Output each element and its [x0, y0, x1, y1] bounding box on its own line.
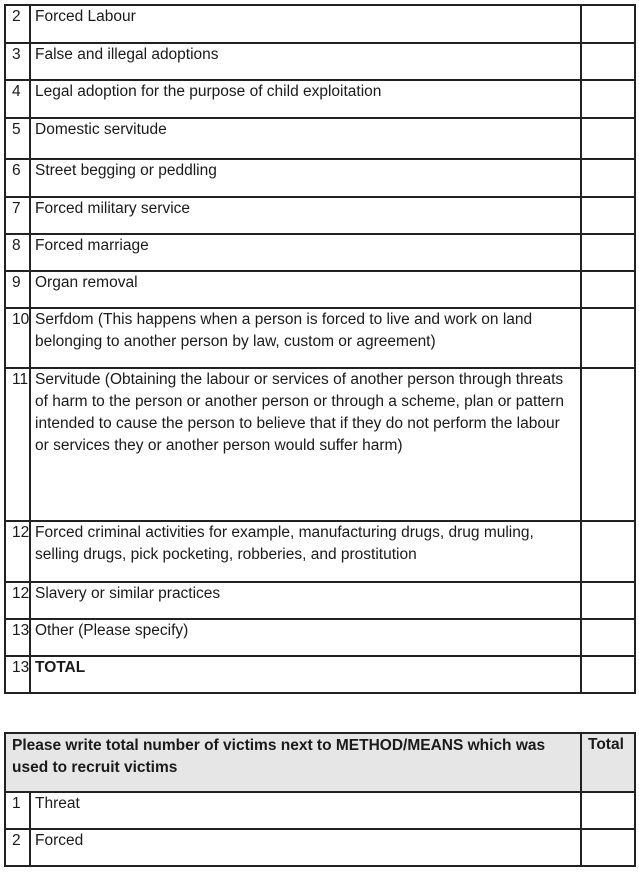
- table-row: [5, 80, 635, 118]
- row-label: Serfdom (This happens when a person is forced to live and work on land belonging to another person by law, custom or agreement): [30, 308, 581, 368]
- table-row: [5, 656, 635, 693]
- row-label: Forced: [30, 829, 581, 866]
- total-cell[interactable]: [581, 308, 635, 368]
- row-label: Domestic servitude: [30, 118, 581, 159]
- row-number: 9: [5, 271, 30, 308]
- table-row: [5, 159, 635, 197]
- row-number: 1: [5, 792, 30, 829]
- total-cell[interactable]: [581, 829, 635, 866]
- total-cell[interactable]: [581, 80, 635, 118]
- table-row: [5, 521, 635, 582]
- table-row: [5, 197, 635, 234]
- table-row: [5, 582, 635, 619]
- table-row: [5, 619, 635, 656]
- row-number: 5: [5, 118, 30, 159]
- row-number: 12: [5, 521, 30, 582]
- table-row: [5, 234, 635, 271]
- total-header: Total: [581, 733, 635, 792]
- row-number: 6: [5, 159, 30, 197]
- row-label-total: TOTAL: [30, 656, 581, 693]
- row-label: Forced criminal activities for example, manufacturing drugs, drug muling, selling drugs, pick pocketing, robberies, and prostitution: [30, 521, 581, 582]
- row-number: 10: [5, 308, 30, 368]
- table-row: [5, 368, 635, 521]
- methods-header: Please write total number of victims next to METHOD/MEANS which was used to recruit victims: [5, 733, 581, 792]
- table-row: [5, 43, 635, 80]
- row-number: 7: [5, 197, 30, 234]
- total-cell[interactable]: [581, 521, 635, 582]
- row-label: Forced Labour: [30, 5, 581, 43]
- table-row: [5, 792, 635, 829]
- row-label: Threat: [30, 792, 581, 829]
- row-label: Legal adoption for the purpose of child exploitation: [30, 80, 581, 118]
- row-number: 8: [5, 234, 30, 271]
- row-number: 13: [5, 619, 30, 656]
- table-row: [5, 829, 635, 866]
- total-cell[interactable]: [581, 582, 635, 619]
- total-cell[interactable]: [581, 368, 635, 521]
- total-cell[interactable]: [581, 159, 635, 197]
- total-cell[interactable]: [581, 197, 635, 234]
- total-cell[interactable]: [581, 5, 635, 43]
- row-number: 2: [5, 5, 30, 43]
- recruitment-methods-table: [4, 732, 636, 867]
- row-label: Other (Please specify): [30, 619, 581, 656]
- row-number: 12: [5, 582, 30, 619]
- row-label: Servitude (Obtaining the labour or services of another person through threats of harm to the person or another person or through a scheme, plan or pattern intended to cause the person to believe that if they do not perform the labour or services they or another person would suffer harm): [30, 368, 581, 521]
- row-label: Organ removal: [30, 271, 581, 308]
- row-label: Slavery or similar practices: [30, 582, 581, 619]
- row-label: Forced military service: [30, 197, 581, 234]
- total-cell[interactable]: [581, 234, 635, 271]
- total-cell[interactable]: [581, 792, 635, 829]
- total-cell[interactable]: [581, 118, 635, 159]
- table-row: [5, 271, 635, 308]
- row-number: 11: [5, 368, 30, 521]
- row-label: Forced marriage: [30, 234, 581, 271]
- row-number: 3: [5, 43, 30, 80]
- table-row: [5, 5, 635, 43]
- row-label: False and illegal adoptions: [30, 43, 581, 80]
- total-cell[interactable]: [581, 656, 635, 693]
- row-number: 2: [5, 829, 30, 866]
- exploitation-types-table: [4, 4, 636, 694]
- total-cell[interactable]: [581, 619, 635, 656]
- row-label: Street begging or peddling: [30, 159, 581, 197]
- row-number: 4: [5, 80, 30, 118]
- table-header-row: [5, 733, 635, 792]
- total-cell[interactable]: [581, 271, 635, 308]
- table-row: [5, 308, 635, 368]
- total-cell[interactable]: [581, 43, 635, 80]
- row-number: 13: [5, 656, 30, 693]
- table-row: [5, 118, 635, 159]
